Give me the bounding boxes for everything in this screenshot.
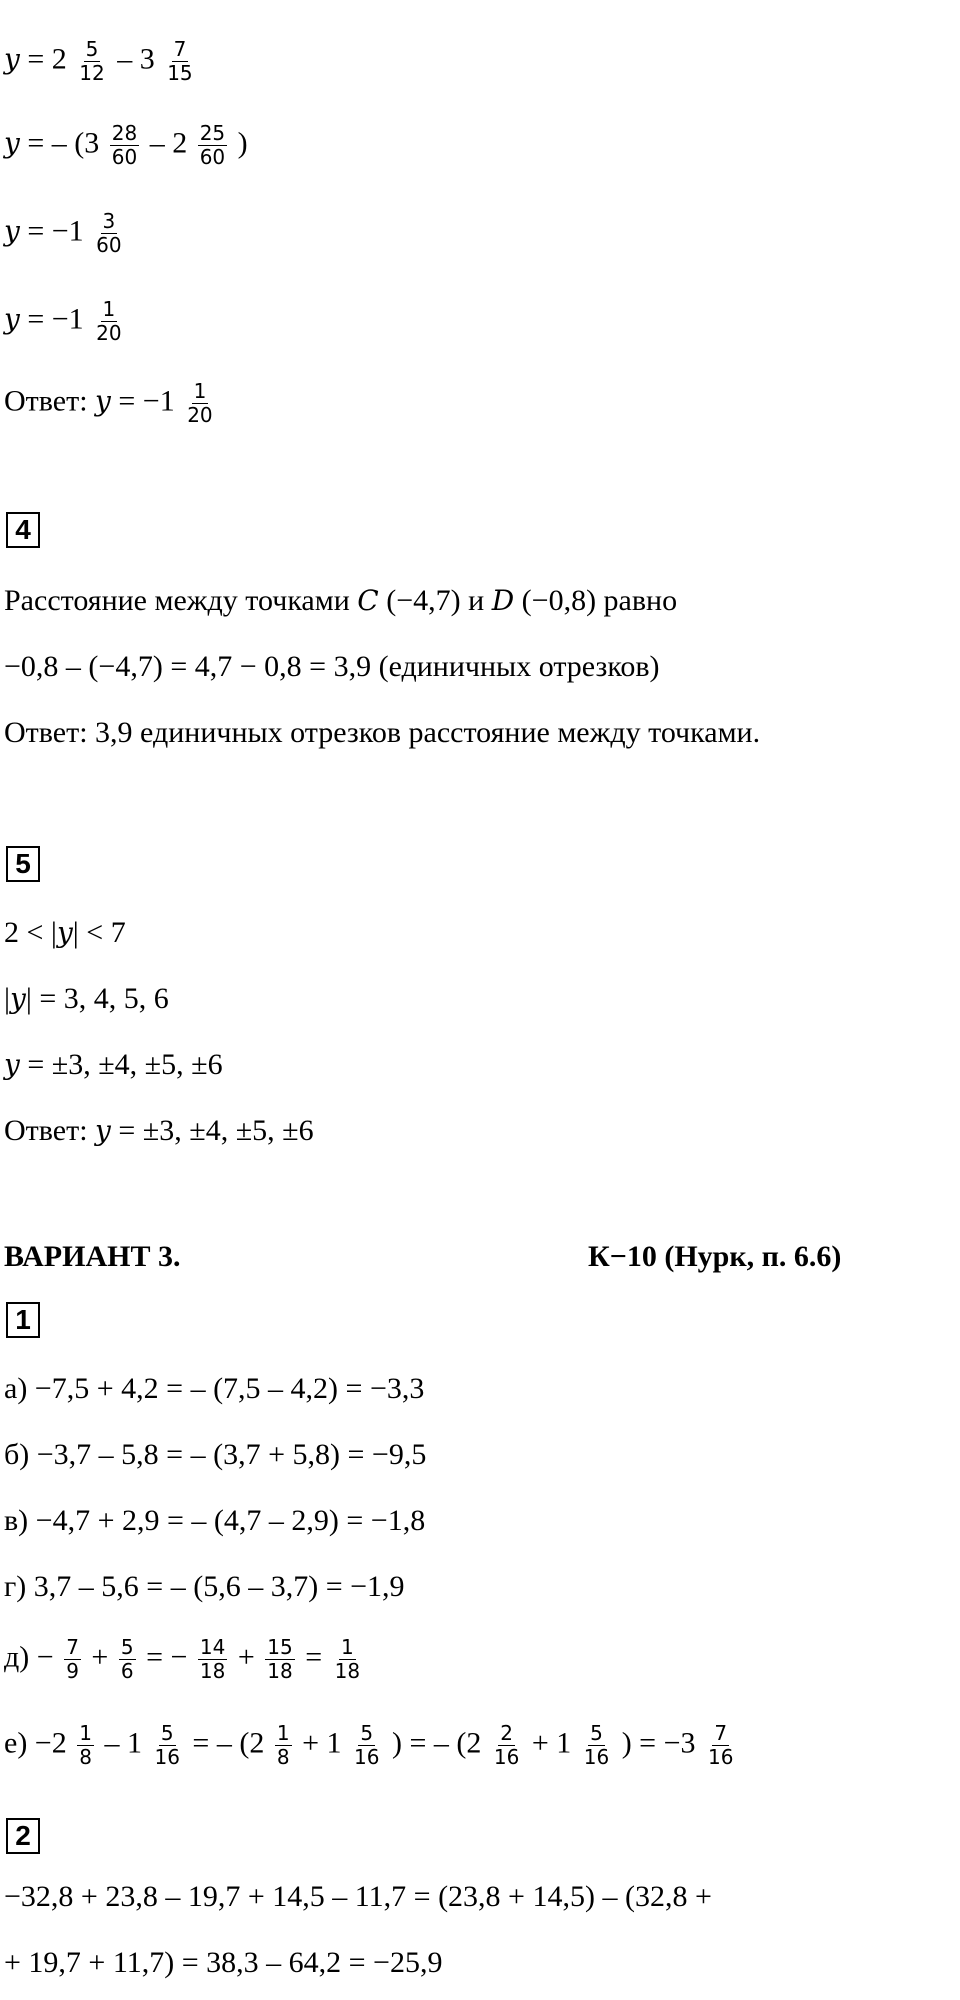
eq-line-3: y = −1 $\frac{3}{60}$ bbox=[4, 209, 122, 257]
eq-line-4: y = −1 $\frac{1}{20}$ bbox=[4, 297, 122, 345]
fraction: $\frac{7}{15}$ bbox=[167, 37, 193, 85]
fraction: $\frac{25}{60}$ bbox=[199, 121, 226, 169]
eq-line-2: y = – (3 $\frac{28}{60}$ – 2 $\frac{25}{60}$ ) bbox=[4, 121, 248, 169]
eq-line-1: y = 2 $\frac{5}{12}$ – 3 $\frac{7}{15}$ bbox=[4, 37, 193, 85]
fraction: $\frac{28}{60}$ bbox=[111, 121, 138, 169]
fraction: $\frac{15}{18}$ bbox=[267, 1635, 293, 1683]
task1-c: в) −4,7 + 2,9 = – (4,7 – 2,9) = −1,8 bbox=[4, 1504, 426, 1537]
fraction: $\frac{14}{18}$ bbox=[199, 1635, 226, 1683]
task1-b: б) −3,7 – 5,8 = – (3,7 + 5,8) = −9,5 bbox=[4, 1438, 427, 1471]
fraction: $\frac{7}{16}$ bbox=[708, 1721, 734, 1769]
s4-line-2: −0,8 – (−4,7) = 4,7 − 0,8 = 3,9 (единичных отрезков) bbox=[4, 650, 660, 683]
task-number-4: 4 bbox=[6, 512, 40, 548]
s5-line-1: 2 < |y| < 7 bbox=[4, 916, 126, 949]
s4-answer: Ответ: 3,9 единичных отрезков расстояние между точками. bbox=[4, 716, 761, 749]
fraction: $\frac{7}{9}$ bbox=[66, 1635, 79, 1683]
fraction: $\frac{1}{8}$ bbox=[79, 1721, 92, 1769]
task2-line-1: −32,8 + 23,8 – 19,7 + 14,5 – 11,7 = (23,8 + 14,5) – (32,8 + bbox=[4, 1880, 712, 1913]
fraction: $\frac{1}{8}$ bbox=[276, 1721, 290, 1769]
fraction: $\frac{2}{16}$ bbox=[493, 1721, 520, 1769]
task1-e: д) − $\frac{7}{9}$ + $\frac{5}{6}$ = − $\frac{14}{18}$ + $\frac{15}{18}$ = $\frac{1}{18}$ bbox=[4, 1635, 361, 1683]
fraction: $\frac{5}{6}$ bbox=[120, 1635, 134, 1683]
task2-line-2: + 19,7 + 11,7) = 38,3 – 64,2 = −25,9 bbox=[4, 1946, 443, 1979]
task1-d: г) 3,7 – 5,6 = – (5,6 – 3,7) = −1,9 bbox=[4, 1570, 405, 1603]
task1-f: е) −2 $\frac{1}{8}$ – 1 $\frac{5}{16}$ = – (2 $\frac{1}{8}$ + 1 $\frac{5}{16}$ ) = – (2 $\frac{2}{16}$ + 1 $\frac{5}{16}$ ) = −3 $\frac{7}{16}$ bbox=[4, 1721, 734, 1769]
task-number-5: 5 bbox=[6, 846, 40, 882]
answer-line: Ответ: y = −1 $\frac{1}{20}$ bbox=[4, 379, 213, 427]
fraction: $\frac{5}{16}$ bbox=[583, 1721, 610, 1769]
variant-title: ВАРИАНТ 3. bbox=[4, 1240, 181, 1273]
fraction: $\frac{1}{20}$ bbox=[187, 379, 213, 427]
s5-line-2: |y| = 3, 4, 5, 6 bbox=[4, 982, 169, 1015]
task1-a: а) −7,5 + 4,2 = – (7,5 – 4,2) = −3,3 bbox=[4, 1372, 425, 1405]
fraction: $\frac{5}{16}$ bbox=[354, 1721, 380, 1769]
fraction: $\frac{1}{20}$ bbox=[96, 297, 122, 345]
s4-line-1: Расстояние между точками C (−4,7) и D (−0,8) равно bbox=[4, 584, 678, 617]
fraction: $\frac{5}{12}$ bbox=[79, 37, 105, 85]
variant-code: К−10 (Нурк, п. 6.6) bbox=[588, 1240, 842, 1273]
fraction: $\frac{3}{60}$ bbox=[96, 209, 122, 257]
s5-answer: Ответ: y = ±3, ±4, ±5, ±6 bbox=[4, 1114, 314, 1147]
task-number-1: 1 bbox=[6, 1302, 40, 1338]
fraction: $\frac{5}{16}$ bbox=[154, 1721, 180, 1769]
s5-line-3: y = ±3, ±4, ±5, ±6 bbox=[4, 1048, 223, 1081]
fraction: $\frac{1}{18}$ bbox=[334, 1635, 361, 1683]
task-number-2: 2 bbox=[6, 1818, 40, 1854]
